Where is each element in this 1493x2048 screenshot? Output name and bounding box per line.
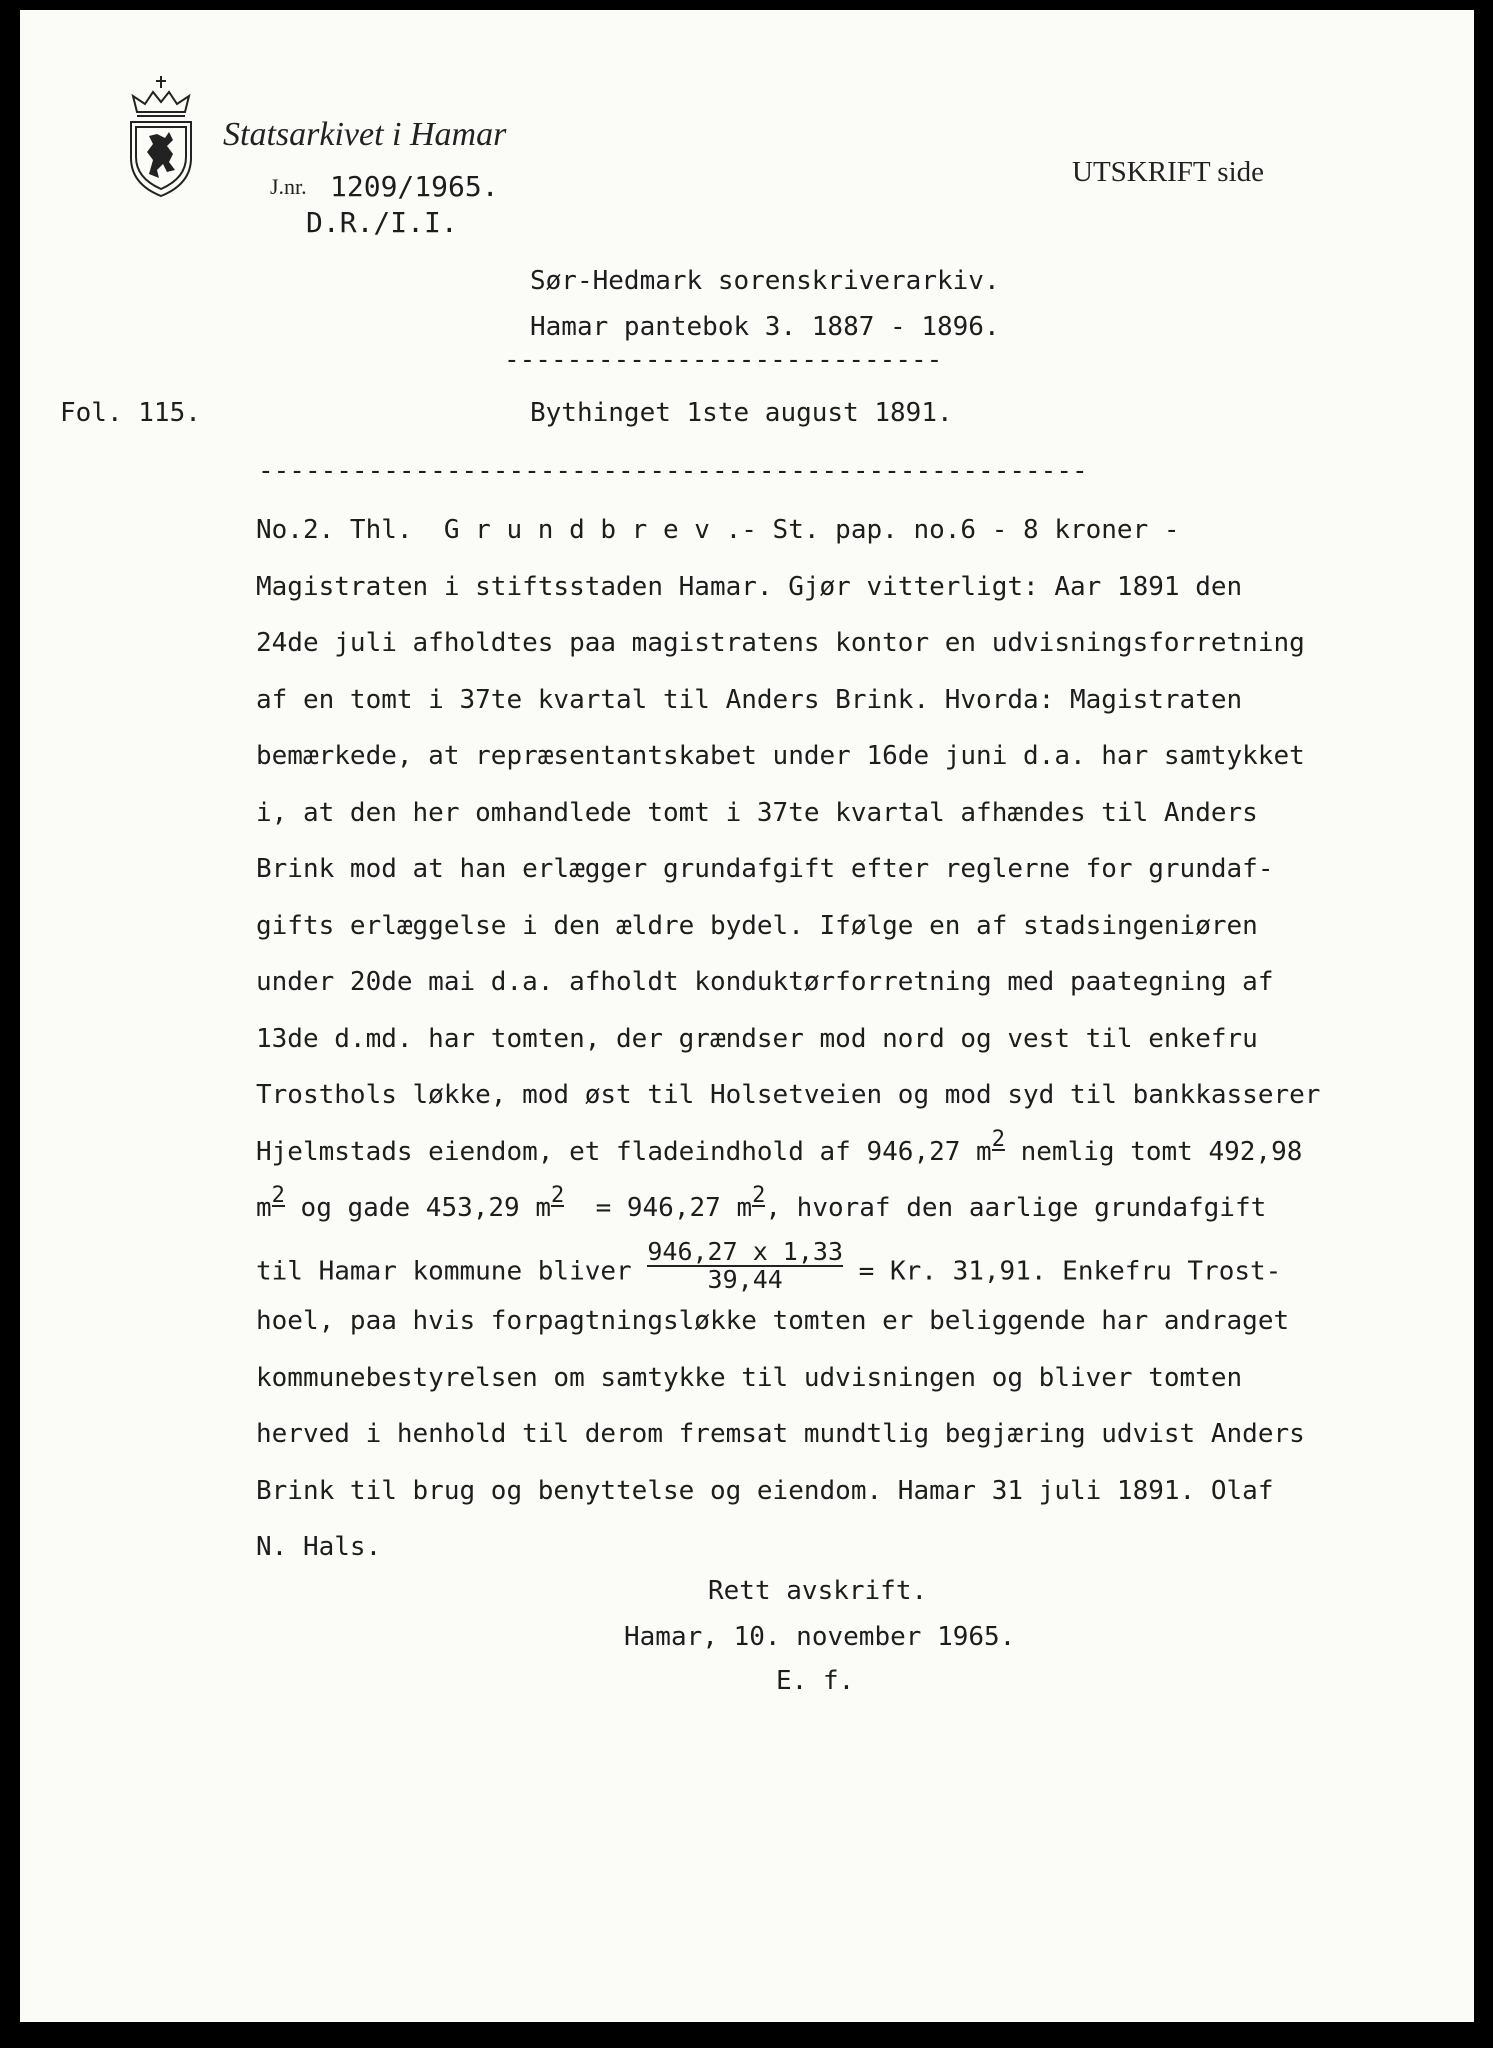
journal-number: 1209/1965.	[330, 170, 499, 203]
body-line-fee	[256, 1236, 1282, 1294]
body-line: bemærkede, at repræsentantskabet under 16de juni d.a. har samtykket	[256, 741, 1305, 771]
area-text: = 946,27 m	[564, 1193, 753, 1223]
body-line: kommunebestyrelsen om samtykke til udvisningen og bliver tomten	[256, 1362, 1243, 1393]
volume-line: Hamar pantebok 3. 1887 - 1896.	[530, 312, 1000, 342]
document-page	[20, 10, 1474, 2022]
area-text: Hjelmstads eiendom, et fladeindhold af 946,27 m	[256, 1136, 992, 1167]
court-session-date: Bythinget 1ste august 1891.	[530, 398, 953, 428]
fee-text: til Hamar kommune bliver	[256, 1256, 648, 1286]
area-text: m	[256, 1193, 272, 1223]
square-superscript: 2	[991, 1126, 1005, 1152]
body-line-area	[256, 1183, 1267, 1228]
certification-line: Rett avskrift.	[708, 1576, 928, 1606]
utskrift-label: UTSKRIFT side	[1072, 156, 1265, 188]
department-code: D.R./I.I.	[306, 206, 458, 239]
body-text	[256, 510, 1436, 1562]
body-line: gifts erlæggelse i den ældre bydel. Ifølge en af stadsingeniøren	[256, 910, 1258, 941]
body-line: Brink mod at han erlægger grundafgift efter reglerne for grundaf-	[256, 854, 1274, 884]
square-superscript: 2	[551, 1183, 565, 1208]
body-line: herved i henhold til derom fremsat mundtlig begjæring udvist Anders	[256, 1419, 1305, 1449]
fee-text: = Kr. 31,91. Enkefru Trost-	[843, 1256, 1282, 1286]
square-superscript: 2	[271, 1183, 285, 1208]
fraction-numerator: 946,27 x 1,33	[647, 1236, 844, 1266]
dashed-rule-long: -----------------------------------------------------	[258, 456, 1088, 486]
series-title: Sør-Hedmark sorenskriverarkiv.	[530, 266, 1000, 296]
body-line: under 20de mai d.a. afholdt konduktørforretning med paategning af	[256, 967, 1274, 997]
square-superscript: 2	[752, 1183, 766, 1208]
body-line: No.2. Thl. G r u n d b r e v .- St. pap. no.6 - 8 kroner -	[256, 515, 1180, 545]
body-line-area	[256, 1126, 1303, 1172]
fraction-denominator: 39,44	[707, 1264, 783, 1294]
dashed-rule-short: ----------------------------	[504, 345, 943, 375]
archive-name: Statsarkivet i Hamar	[223, 116, 507, 153]
body-line: hoel, paa hvis forpagtningsløkke tomten er beliggende har andraget	[256, 1306, 1290, 1336]
area-text: , hvoraf den aarlige grundafgift	[765, 1193, 1267, 1223]
body-line: af en tomt i 37te kvartal til Anders Brink. Hvorda: Magistraten	[256, 684, 1243, 715]
journal-number-label: J.nr.	[270, 174, 307, 199]
folio-number: Fol. 115.	[60, 398, 201, 428]
signature-initials: E. f.	[776, 1666, 855, 1696]
body-line: Trosthols løkke, mod øst til Holsetveien og mod syd til bankkasserer	[256, 1080, 1321, 1110]
area-text: og gade 453,29 m	[284, 1193, 552, 1223]
certification-place-date: Hamar, 10. november 1965.	[624, 1622, 1016, 1652]
body-line: 24de juli afholdtes paa magistratens kontor en udvisningsforretning	[256, 628, 1305, 658]
body-line: Magistraten i stiftsstaden Hamar. Gjør vitterligt: Aar 1891 den	[256, 571, 1243, 602]
body-line: N. Hals.	[256, 1532, 382, 1562]
body-line: i, at den her omhandlede tomt i 37te kvartal afhændes til Anders	[256, 797, 1258, 828]
coat-of-arms-icon	[123, 74, 199, 198]
body-line: 13de d.md. har tomten, der grændser mod nord og vest til enkefru	[256, 1023, 1258, 1054]
area-text: nemlig tomt 492,98	[1004, 1136, 1303, 1167]
fee-fraction	[647, 1236, 844, 1294]
body-line: Brink til brug og benyttelse og eiendom. Hamar 31 juli 1891. Olaf	[256, 1475, 1274, 1506]
